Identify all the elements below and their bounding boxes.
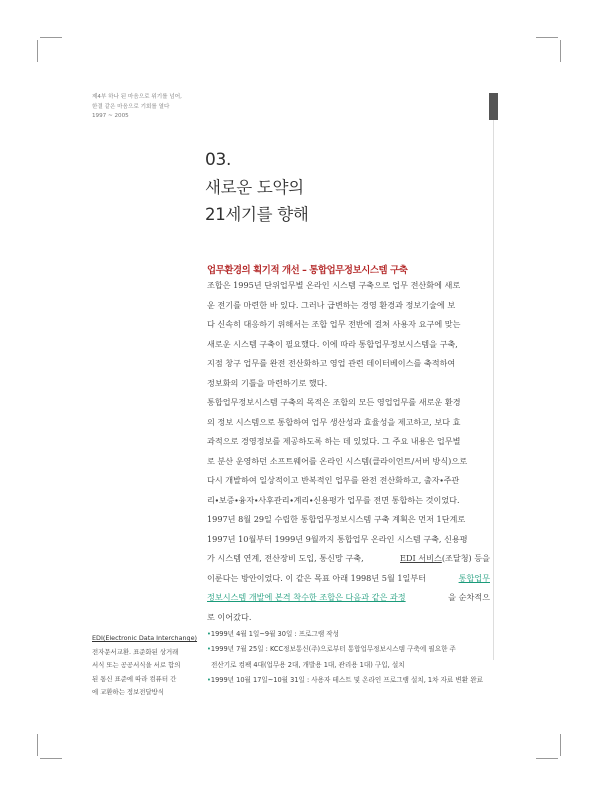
crop-mark (536, 37, 558, 38)
body-fragment: (조달청) 등을 (441, 553, 490, 563)
timeline-item (207, 673, 492, 688)
chapter-title (205, 174, 309, 228)
body-line: 새로운 시스템 구축이 필요했다. 이에 따라 통합업무정보시스템을 구축, (207, 338, 458, 349)
running-head (92, 93, 222, 122)
body-line: 운 전기를 마련한 바 있다. 그러나 급변하는 경영 환경과 정보기술에 보 (207, 299, 456, 310)
timeline-text: 1999년 7월 25일 : KCC정보통신(주)으로부터 통합업무정보시스템 구축에 필요한 주 (210, 645, 456, 654)
running-head-line: 한결 같은 마음으로 기회를 열다 (92, 103, 170, 110)
bullet-icon: • (207, 630, 211, 638)
timeline-text: 1999년 4월 1일~9월 30일 : 프로그램 작성 (210, 630, 340, 638)
glossary-line: 에 교환하는 정보전달방식 (92, 688, 164, 696)
crop-mark (560, 734, 561, 756)
highlight-phrase: 통합업무 (458, 572, 490, 583)
body-fragment: 이룬다는 방안이었다. 이 같은 목표 아래 1998년 5월 1일부터 (207, 572, 427, 583)
body-line: 정보화의 기틀을 마련하기로 했다. (207, 377, 328, 388)
body-line: 1997년 8월 29일 수립한 통합업무정보시스템 구축 계획은 먼저 1단계로 (207, 514, 466, 524)
glossary-note (92, 632, 198, 700)
timeline-item (207, 627, 492, 642)
side-tab-marker (489, 93, 498, 120)
edi-term (400, 549, 490, 569)
running-head-line: 1997 ~ 2005 (92, 113, 129, 119)
bullet-icon: • (207, 675, 211, 684)
body-fragment: 을 순차적으 (448, 592, 490, 602)
body-fragment: 가 시스템 연계, 전산장비 도입, 통신망 구축, (207, 553, 364, 563)
body-line: 과적으로 경영정보를 제공하도록 하는 데 있었다. 그 주요 내용은 업무별 (207, 436, 461, 446)
body-line: 의 정보 시스템으로 통합하여 업무 생산성과 효율성을 제고하고, 보다 효 (207, 416, 461, 427)
chapter-title-line: 새로운 도약의 (205, 178, 304, 197)
body-line: 통합업무정보시스템 구축의 목적은 조합의 모든 영업업무를 새로운 환경 (207, 397, 461, 407)
timeline-text: 1999년 10월 17일~10월 31일 : 사용자 테스트 및 온라인 프로그램 설치, 1차 자료 변환 완료 (210, 675, 483, 684)
glossary-line: 서식 또는 공공서식을 서로 합의 (92, 661, 181, 669)
crop-mark (40, 758, 62, 759)
crop-mark (37, 40, 38, 62)
glossary-line: 된 통신 표준에 따라 컴퓨터 간 (92, 674, 177, 683)
glossary-term: EDI(Electronic Data Interchange) (92, 634, 198, 642)
body-line: 로 분산 운영하던 소프트웨어를 온라인 시스템(클라이언트/서버 방식)으로 (207, 455, 468, 466)
crop-mark (37, 734, 38, 756)
running-head-line: 제4부 하나 된 마음으로 위기를 넘어, (92, 94, 182, 100)
body-text (207, 276, 490, 627)
body-line (207, 588, 490, 608)
highlight-phrase: 정보시스템 개발에 본격 착수한 조합은 다음과 같은 과정 (207, 592, 406, 602)
edi-term-link: EDI 서비스 (400, 553, 442, 563)
body-line: 1997년 10월부터 1999년 9월까지 통합업무 온라인 시스템 구축, 신용평 (207, 533, 468, 544)
chapter-number: 03. (205, 150, 232, 170)
chapter-title-line: 21세기를 향해 (205, 205, 309, 224)
body-line: 조합은 1995년 단위업무별 온라인 시스템 구축으로 업무 전산화에 새로 (207, 280, 461, 290)
crop-mark (40, 37, 62, 38)
body-line (207, 549, 490, 569)
crop-mark (560, 40, 561, 62)
glossary-line: 전자문서교환. 표준화된 상거래 (92, 647, 179, 656)
timeline-item (207, 642, 492, 673)
body-line: 로 이어갔다. (207, 611, 252, 622)
side-rule (493, 120, 494, 660)
body-line (207, 569, 490, 589)
timeline-text: 전산기로 컴팩 4대(업무용 2대, 개발용 1대, 관리용 1대) 구입, 설치 (211, 660, 405, 669)
body-line: 다 신속히 대응하기 위해서는 조합 업무 전반에 걸쳐 사용자 요구에 맞는 (207, 319, 461, 329)
bullet-icon: • (207, 645, 211, 654)
crop-mark (536, 758, 558, 759)
body-line: 리∙보증∙융자∙사후관리∙계리∙신용평가 업무를 전면 통합하는 것이었다. (207, 494, 460, 505)
body-line: 지점 창구 업무를 완전 전산화하고 영업 관련 데이터베이스를 축적하여 (207, 358, 456, 368)
body-line: 다시 개발하여 일상적이고 반복적인 업무를 완전 전산화하고, 출자∙주관 (207, 475, 460, 485)
timeline-list (207, 627, 492, 688)
section-heading: 업무환경의 획기적 개선 – 통합업무정보시스템 구축 (207, 265, 408, 276)
